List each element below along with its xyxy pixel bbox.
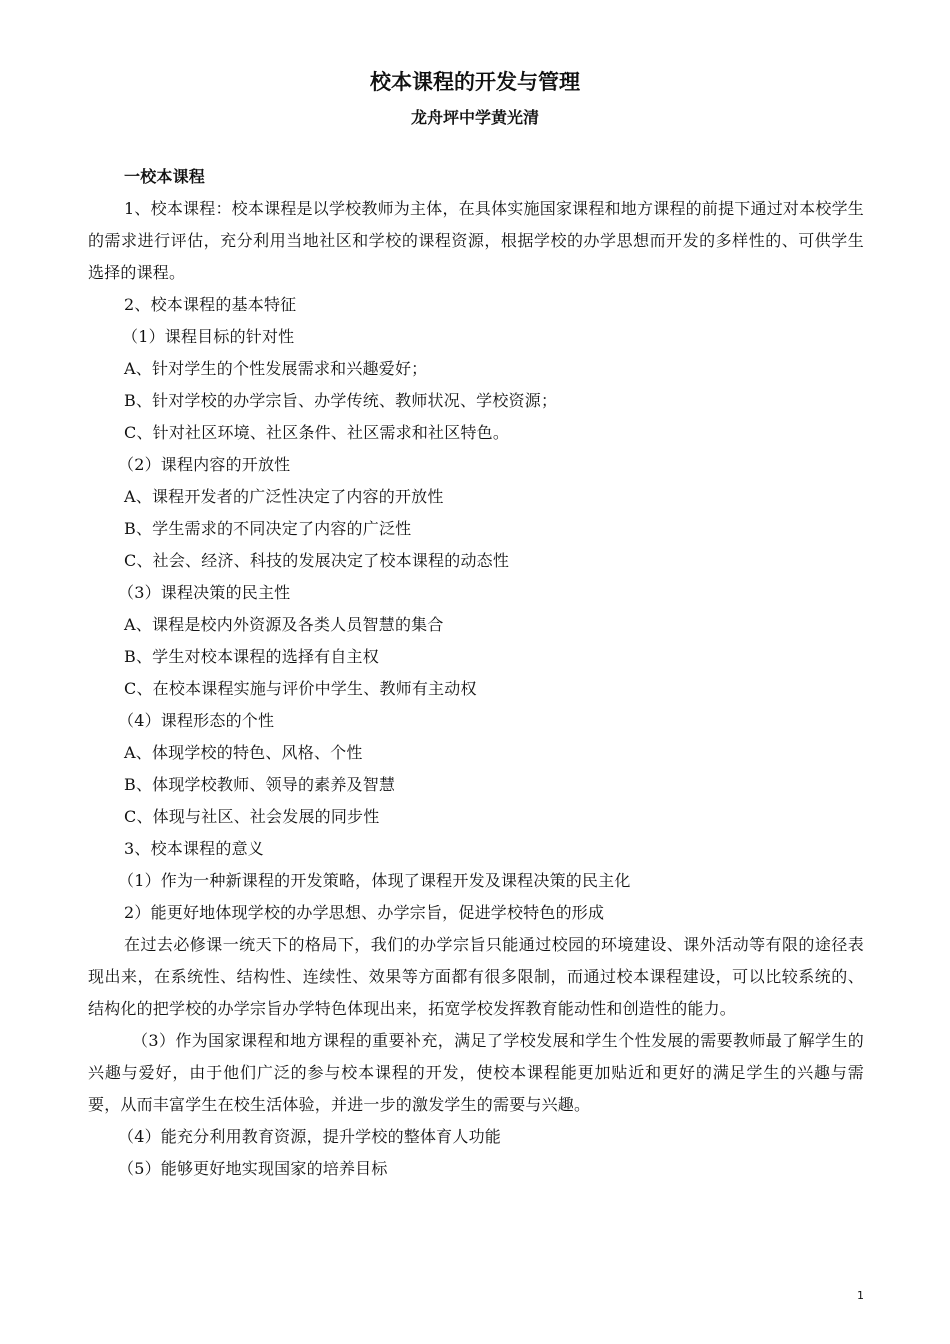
feature-2-heading: （2）课程内容的开放性 — [118, 455, 291, 474]
feature-2-item-c: C、社会、经济、科技的发展决定了校本课程的动态性 — [124, 551, 510, 570]
section-heading-3: 3、校本课程的意义 — [124, 839, 264, 858]
feature-1-item-a: A、针对学生的个性发展需求和兴趣爱好； — [124, 359, 428, 378]
section-heading-2: 2、校本课程的基本特征 — [124, 295, 297, 314]
feature-2-item-b: B、学生需求的不同决定了内容的广泛性 — [124, 519, 412, 538]
document-title: 校本课程的开发与管理 — [370, 70, 580, 94]
meaning-5: （5）能够更好地实现国家的培养目标 — [118, 1159, 388, 1178]
feature-3-heading: （3）课程决策的民主性 — [118, 583, 291, 602]
feature-3-item-c: C、在校本课程实施与评价中学生、教师有主动权 — [124, 679, 477, 698]
feature-2-item-a: A、课程开发者的广泛性决定了内容的开放性 — [124, 487, 444, 506]
feature-1-heading: （1）课程目标的针对性 — [122, 327, 295, 346]
meaning-4: （4）能充分利用教育资源，提升学校的整体育人功能 — [118, 1127, 501, 1146]
document-body — [88, 161, 864, 1185]
meaning-3-paragraph: （3）作为国家课程和地方课程的重要补充，满足了学校发展和学生个性发展的需要教师最了解学生的兴趣与爱好，由于他们广泛的参与校本课程的开发，使校本课程能更加贴近和更好的满足学生的兴趣与需要，从而丰富学生在校生活体验，并进一步的激发学生的需要与兴趣。 — [88, 1031, 864, 1114]
feature-4-heading: （4）课程形态的个性 — [118, 711, 275, 730]
meaning-1: （1）作为一种新课程的开发策略，体现了课程开发及课程决策的民主化 — [118, 871, 631, 890]
page-number: 1 — [857, 1289, 864, 1302]
feature-1-item-b: B、针对学校的办学宗旨、办学传统、教师状况、学校资源； — [124, 391, 558, 410]
feature-3-item-a: A、课程是校内外资源及各类人员智慧的集合 — [124, 615, 444, 634]
feature-4-item-c: C、体现与社区、社会发展的同步性 — [124, 807, 380, 826]
feature-1-item-c: C、针对社区环境、社区条件、社区需求和社区特色。 — [124, 423, 510, 442]
feature-4-item-b: B、体现学校教师、领导的素养及智慧 — [124, 775, 396, 794]
meaning-2-paragraph: 在过去必修课一统天下的格局下，我们的办学宗旨只能通过校园的环境建设、课外活动等有限的途径表现出来，在系统性、结构性、连续性、效果等方面都有很多限制，而通过校本课程建设，可以比较系统的、结构化的把学校的办学宗旨办学特色体现出来，拓宽学校发挥教育能动性和创造性的能力。 — [88, 935, 864, 1018]
feature-3-item-b: B、学生对校本课程的选择有自主权 — [124, 647, 379, 666]
definition-paragraph: 1、校本课程：校本课程是以学校教师为主体，在具体实施国家课程和地方课程的前提下通过对本校学生的需求进行评估，充分利用当地社区和学校的课程资源，根据学校的办学思想而开发的多样性的、可供学生选择的课程。 — [88, 199, 864, 282]
document-author: 龙舟坪中学黄光清 — [410, 108, 539, 127]
meaning-2: 2）能更好地体现学校的办学思想、办学宗旨，促进学校特色的形成 — [124, 903, 605, 922]
section-heading-1: 一校本课程 — [124, 167, 206, 186]
feature-4-item-a: A、体现学校的特色、风格、个性 — [124, 743, 363, 762]
